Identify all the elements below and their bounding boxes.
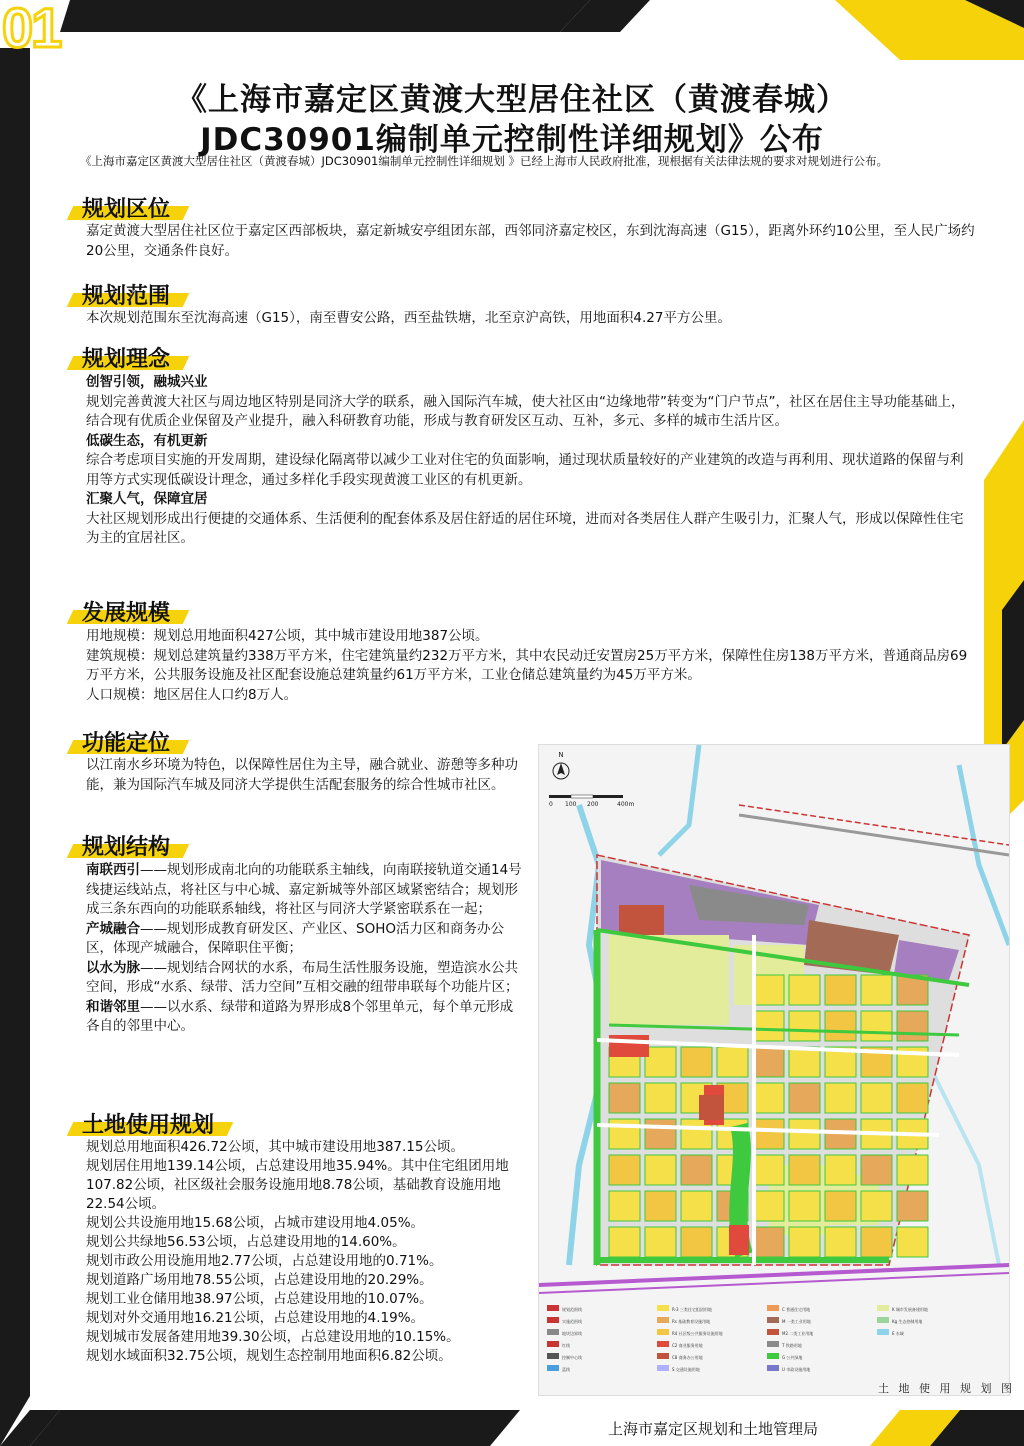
map-block <box>681 1047 712 1077</box>
map-block <box>753 1155 784 1185</box>
landuse-line-9: 规划城市发展备建用地39.30公顷，占总建设用地的10.15%。 <box>86 1329 460 1345</box>
concept-subheading-2: 低碳生态，有机更新 <box>86 432 208 449</box>
map-block <box>753 975 784 1005</box>
map-block <box>789 1011 820 1041</box>
landuse-block <box>86 1138 531 1366</box>
landuse-line-7: 规划工业仓储用地38.97公顷，占总建设用地的10.07%。 <box>86 1291 433 1307</box>
legend-swatch <box>767 1341 779 1347</box>
svg-text:200: 200 <box>587 801 599 808</box>
legend-label: K 城市发展备建用地 <box>892 1307 928 1312</box>
legend-label: R4 社区级公共服务设施用地 <box>672 1331 723 1336</box>
landuse-line-1: 规划总用地面积426.72公顷，其中城市建设用地387.15公顷。 <box>86 1139 464 1155</box>
legend-swatch <box>547 1329 559 1335</box>
map-block <box>645 1083 676 1113</box>
map-block <box>861 1191 892 1221</box>
map-block <box>897 1191 928 1221</box>
map-caption: 土 地 使 用 规 划 图 <box>878 1382 1015 1395</box>
map-block <box>681 1227 712 1257</box>
map-block <box>789 1191 820 1221</box>
legend-label: M2 二类工业用地 <box>782 1331 814 1336</box>
map-block <box>645 1047 676 1077</box>
legend-label: M 一类工业用地 <box>782 1319 811 1324</box>
scope-text: 本次规划范围东至沈海高速（G15），南至曹安公路，西至盐铁塘，北至京沪高铁，用地面积4.27平方公里。 <box>86 310 731 326</box>
structure-item-1: 南联西引——规划形成南北向的功能联系主轴线，向南联接轨道交通14号线捷运线站点，将社区与中心城、嘉定新城等外部区域紧密结合；规划形成三条东西向的功能联系轴线，将社区与同济大学紧密联系在一起； <box>86 862 522 917</box>
landuse-line-6: 规划道路广场用地78.55公顷，占总建设用地的20.29%。 <box>86 1272 433 1288</box>
legend-swatch <box>657 1305 669 1311</box>
top-decoration <box>0 0 1024 60</box>
map-block <box>861 1155 892 1185</box>
map-block <box>789 1155 820 1185</box>
legend-label: S 交通设施用地 <box>672 1367 700 1372</box>
scale-line-3: 人口规模：地区居住人口约8万人。 <box>86 686 298 703</box>
legend-swatch <box>877 1317 889 1323</box>
map-block <box>645 1155 676 1185</box>
landuse-line-8: 规划对外交通用地16.21公顷，占总建设用地的4.19%。 <box>86 1310 425 1326</box>
map-block <box>861 1227 892 1257</box>
left-side-bar <box>0 48 40 1446</box>
structure-block <box>86 861 526 1037</box>
structure-item-4: 和谐邻里——以水系、绿带和道路为界形成8个邻里单元，每个单元形成各自的邻里中心。 <box>86 998 514 1034</box>
legend-swatch <box>877 1305 889 1311</box>
map-block <box>825 975 856 1005</box>
legend-swatch <box>657 1341 669 1347</box>
land-use-map <box>538 744 1010 1396</box>
legend-swatch <box>547 1317 559 1323</box>
map-block <box>609 1155 640 1185</box>
landuse-line-2: 规划居住用地139.14公顷，占总建设用地35.94%。其中住宅组团用地107.82公顷，社区级社会服务设施用地8.78公顷，基础教育设施用地22.54公顷。 <box>86 1158 509 1212</box>
legend-swatch <box>767 1353 779 1359</box>
legend-label: 蓝线 <box>562 1367 570 1372</box>
structure-item-3: 以水为脉——规划结合网状的水系，布局生活性服务设施，塑造滨水公共空间，形成“水系、绿带、活力空间”互相交融的纽带串联每个功能片区； <box>86 959 519 995</box>
scale-block <box>86 627 971 705</box>
map-block <box>897 1227 928 1257</box>
page-title-line-1: 《上海市嘉定区黄渡大型居住社区（黄渡春城） <box>176 82 848 118</box>
map-block <box>861 1083 892 1113</box>
map-block <box>825 1011 856 1041</box>
scale-line-2: 建筑规模：规划总建筑量约338万平方米，住宅建筑量约232万平方米，其中农民动迁安置房25万平方米，保障性住房138万平方米，普通商品房69万平方米，公共服务设施及社区配套设施总建筑量约61万平方米，工业仓储总建筑量约为45万平方米。 <box>86 647 968 683</box>
legend-swatch <box>657 1317 669 1323</box>
map-block <box>753 1119 784 1149</box>
map-block <box>897 1083 928 1113</box>
legend-swatch <box>767 1305 779 1311</box>
legend-label: U 市政设施用地 <box>782 1367 811 1372</box>
legend-label: 实施范围线 <box>562 1319 582 1324</box>
svg-text:0: 0 <box>549 801 553 808</box>
map-block <box>681 1191 712 1221</box>
svg-text:100: 100 <box>565 801 577 808</box>
map-block <box>789 1047 820 1077</box>
concept-text-2: 综合考虑项目实施的开发周期，建设绿化隔离带以减少工业对住宅的负面影响，通过现状质量较好的产业建筑的改造与再利用、现状道路的保留与利用等方式实现低碳设计理念，通过多样化手段实现黄渡工业区的有机更新。 <box>86 452 964 488</box>
location-text: 嘉定黄渡大型居住社区位于嘉定区西部板块，嘉定新城安亭组团东部，西邻同济嘉定校区，东到沈海高速（G15），距离外环约10公里，至人民广场约20公里，交通条件良好。 <box>86 223 975 259</box>
map-block <box>753 1227 784 1257</box>
map-block <box>681 1155 712 1185</box>
concept-text-3: 大社区规划形成出行便捷的交通体系、生活便利的配套体系及居住舒适的居住环境，进而对各类居住人群产生吸引力，汇聚人气，形成以保障性住宅为主的宜居社区。 <box>86 510 964 546</box>
map-block <box>645 1191 676 1221</box>
map-block <box>861 1011 892 1041</box>
concept-subheading-1: 创智引领，融城兴业 <box>86 374 208 390</box>
landuse-line-5: 规划市政公用设施用地2.77公顷，占总建设用地的0.71%。 <box>86 1253 443 1269</box>
page-number: 01 <box>2 0 61 59</box>
map-block <box>825 1155 856 1185</box>
legend-swatch <box>657 1365 669 1371</box>
north-label: N <box>558 751 564 759</box>
legend-swatch <box>657 1353 669 1359</box>
legend-label: C2 商业服务用地 <box>672 1343 703 1348</box>
legend-swatch <box>547 1341 559 1347</box>
legend-label: C8 商务办公用地 <box>672 1355 703 1360</box>
legend-label: 控制中心线 <box>562 1355 582 1360</box>
legend-label: E 水域 <box>892 1331 904 1336</box>
land-use-map-graphic <box>539 745 1009 1395</box>
map-block <box>609 1227 640 1257</box>
legend-swatch <box>877 1329 889 1335</box>
landuse-line-4: 规划公共绿地56.53公顷，占总建设用地的14.60%。 <box>86 1234 406 1250</box>
map-block <box>609 1083 640 1113</box>
structure-item-2: 产城融合——规划形成教育研发区、产业区、SOHO活力区和商务办公区，体现产城融合，保障职住平衡； <box>86 920 504 956</box>
legend-swatch <box>547 1365 559 1371</box>
legend-swatch <box>767 1365 779 1371</box>
map-block <box>753 1083 784 1113</box>
legend-label: R-3 三类住宅组团用地 <box>672 1307 712 1312</box>
map-block <box>897 1155 928 1185</box>
legend-swatch <box>547 1353 559 1359</box>
scale-line-1: 用地规模：规划总用地面积427公顷，其中城市建设用地387公顷。 <box>86 628 489 644</box>
legend-label: 地块边界线 <box>562 1331 582 1336</box>
map-block <box>717 1047 748 1077</box>
legend-swatch <box>767 1329 779 1335</box>
concept-text-1: 规划完善黄渡大社区与周边地区特别是同济大学的联系，融入国际汽车城，使大社区由“边缘地带”转变为“门户节点”，社区在居住主导功能基础上，结合现有优质企业保留及产业提升，融入科研教育功能，形成与教育研发区互动、互补，多元、多样的城市生活片区。 <box>86 393 965 429</box>
legend-label: C 普通住宅用地 <box>782 1307 811 1312</box>
map-block <box>789 1119 820 1149</box>
legend-swatch <box>547 1305 559 1311</box>
svg-text:400m: 400m <box>617 801 635 808</box>
legend-label: 红线 <box>562 1343 570 1348</box>
legend-label: 规划范围线 <box>562 1307 582 1312</box>
legend-swatch <box>767 1317 779 1323</box>
announcement-subtitle: 《上海市嘉定区黄渡大型居住社区（黄渡春城）JDC30901编制单元控制性详细规划 》已经上海市人民政府批准，现根据有关法律法规的要求对规划进行公布。 <box>80 154 889 168</box>
page-title-line-2: JDC30901编制单元控制性详细规划》公布 <box>200 122 824 158</box>
map-block <box>789 1083 820 1113</box>
landuse-line-10: 规划水域面积32.75公顷，规划生态控制用地面积6.82公顷。 <box>86 1348 452 1364</box>
map-block <box>789 1227 820 1257</box>
map-block <box>789 975 820 1005</box>
map-block <box>825 1191 856 1221</box>
footer-organization: 上海市嘉定区规划和土地管理局 <box>608 1420 819 1438</box>
map-block <box>645 1227 676 1257</box>
legend-swatch <box>657 1329 669 1335</box>
map-block <box>753 1011 784 1041</box>
map-block <box>825 1083 856 1113</box>
concept-subheading-3: 汇聚人气，保障宜居 <box>86 491 208 507</box>
function-text: 以江南水乡环境为特色，以保障性居住为主导，融合就业、游憩等多种功能，兼为国际汽车城及同济大学提供生活配套服务的综合性城市社区。 <box>86 757 518 793</box>
concept-block <box>86 373 971 549</box>
legend-label: Kg 生态控制用地 <box>892 1319 923 1324</box>
map-block <box>825 1227 856 1257</box>
legend-label: Rs 基础教育设施用地 <box>672 1319 711 1324</box>
map-block <box>645 1119 676 1149</box>
map-block <box>609 1191 640 1221</box>
legend-label: T 铁路用地 <box>782 1343 802 1348</box>
map-block <box>861 975 892 1005</box>
bottom-decoration <box>0 1410 1024 1446</box>
map-block <box>897 1011 928 1041</box>
legend-label: G 公共绿地 <box>782 1355 803 1360</box>
map-block <box>753 1047 784 1077</box>
map-block <box>753 1191 784 1221</box>
landuse-line-3: 规划公共设施用地15.68公顷，占城市建设用地4.05%。 <box>86 1215 425 1231</box>
